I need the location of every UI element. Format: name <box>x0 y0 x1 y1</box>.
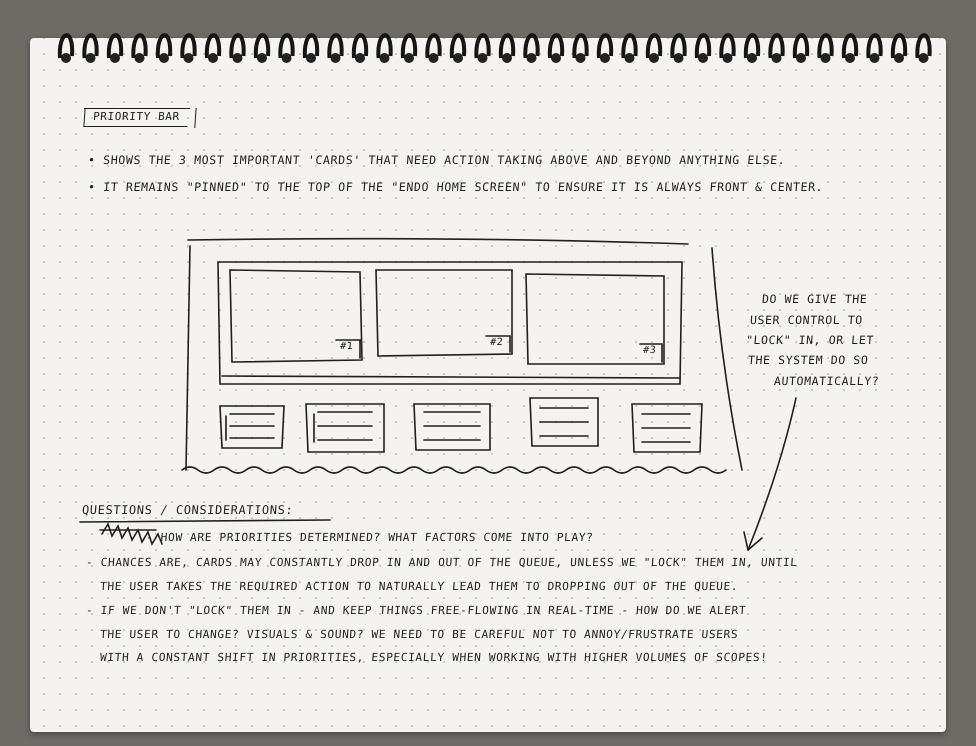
card-label-2: #2 <box>489 337 504 348</box>
screen-top-edge <box>188 239 688 244</box>
question-1 <box>86 531 594 544</box>
screen-left-edge <box>186 246 190 470</box>
questions-heading: QUESTIONS / CONSIDERATIONS: <box>81 503 294 517</box>
side-note-line-5: AUTOMATICALLY? <box>773 374 880 388</box>
bullet-2: • IT REMAINS "PINNED" TO THE TOP OF THE "ENDO HOME SCREEN" TO ENSURE IT IS ALWAYS FRONT & CENTER. <box>87 180 824 194</box>
screen-right-edge <box>712 248 742 470</box>
side-note-line-4: THE SYSTEM DO SO <box>747 353 869 367</box>
priority-bar-container <box>218 262 682 384</box>
small-cards-row <box>220 398 702 452</box>
screen-bottom-wave <box>182 467 726 473</box>
arrow-line <box>748 398 796 550</box>
side-note-line-3: "LOCK" IN, OR LET <box>745 333 875 347</box>
question-3-line-2: THE USER TO CHANGE? VISUALS & SOUND? WE NEED TO BE CAREFUL NOT TO ANNOY/FRUSTRATE USERS <box>99 628 739 641</box>
question-2-line-2: THE USER TAKES THE REQUIRED ACTION TO NATURALLY LEAD THEM TO DROPPING OUT OF THE QUEUE. <box>99 580 739 593</box>
heading-underline <box>80 520 330 522</box>
question-3-line-3: WITH A CONSTANT SHIFT IN PRIORITIES, ESPECIALLY WHEN WORKING WITH HIGHER VOLUMES OF SCOPES! <box>99 651 768 664</box>
question-3-line-1: - IF WE DON'T "LOCK" THEM IN - AND KEEP THINGS FREE-FLOWING IN REAL-TIME - HOW DO WE ALERT <box>85 604 747 617</box>
card-label-1: #1 <box>339 341 354 352</box>
bullet-1: • SHOWS THE 3 MOST IMPORTANT 'CARDS' THAT NEED ACTION TAKING ABOVE AND BEYOND ANYTHING ELSE. <box>87 153 786 167</box>
side-note-line-1: DO WE GIVE THE <box>761 292 868 306</box>
question-1-text: - HOW ARE PRIORITIES DETERMINED? WHAT FACTORS COME INTO PLAY? <box>145 531 594 544</box>
arrow-head <box>744 532 762 550</box>
page-title: PRIORITY BAR <box>83 108 188 127</box>
question-2-line-1: - CHANCES ARE, CARDS MAY CONSTANTLY DROP IN AND OUT OF THE QUEUE, UNLESS WE "LOCK" THEM IN, UNTIL <box>85 556 799 569</box>
card-label-3: #3 <box>642 345 657 356</box>
side-note-line-2: USER CONTROL TO <box>749 313 864 327</box>
